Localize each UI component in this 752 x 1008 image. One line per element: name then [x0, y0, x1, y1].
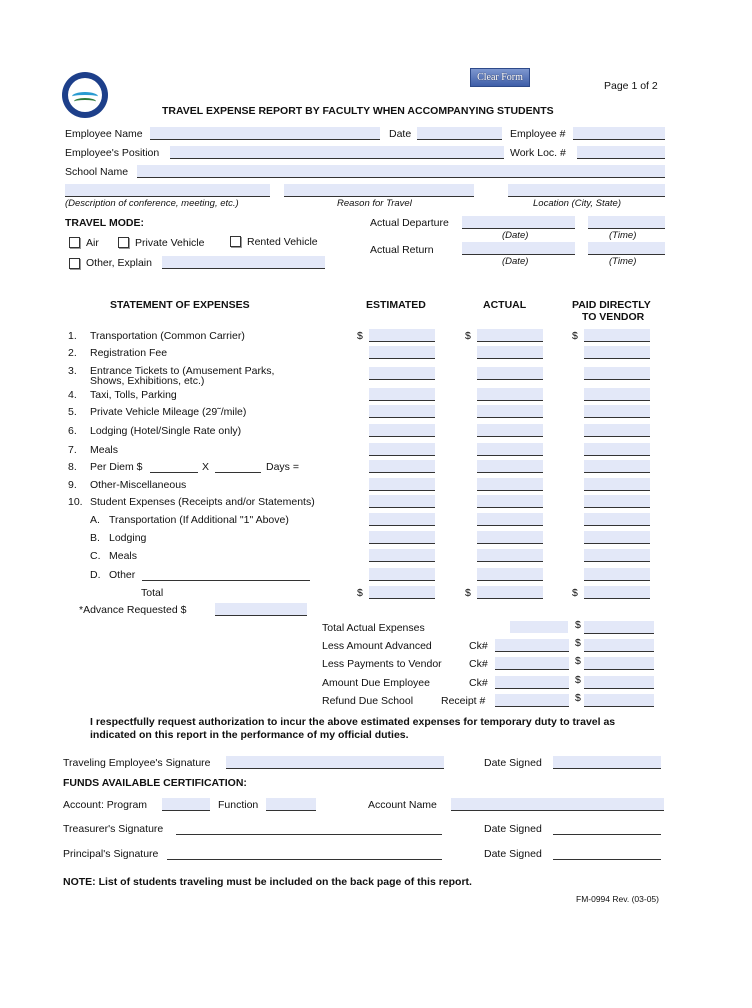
- total-amount-field[interactable]: [584, 586, 650, 599]
- date-label: Date: [389, 128, 412, 140]
- principal-signature-label: Principal's Signature: [63, 848, 159, 860]
- rented-vehicle-label: Rented Vehicle: [247, 236, 318, 248]
- expense-amount-field[interactable]: [584, 424, 650, 437]
- reference-field[interactable]: [495, 694, 569, 707]
- expense-label: Other-Miscellaneous: [90, 479, 187, 491]
- summary-label: Total Actual Expenses: [322, 622, 425, 634]
- air-checkbox[interactable]: [69, 237, 80, 248]
- total-amount-field[interactable]: [477, 586, 543, 599]
- dollar-sign: $: [572, 330, 578, 342]
- page-number: Page 1 of 2: [604, 80, 658, 92]
- expense-amount-field[interactable]: [584, 388, 650, 401]
- other-label: Other, Explain: [86, 257, 152, 269]
- traveling-signature-field[interactable]: [226, 756, 444, 769]
- sub-item-label: Other: [109, 569, 136, 581]
- summary-amount-field[interactable]: [584, 657, 654, 670]
- reference-label: Ck#: [469, 658, 488, 670]
- expense-amount-field[interactable]: [477, 568, 543, 581]
- estimated-column-header: ESTIMATED: [366, 299, 426, 311]
- summary-amount-field[interactable]: [584, 639, 654, 652]
- expense-amount-field[interactable]: [584, 513, 650, 526]
- expense-amount-field[interactable]: [369, 405, 435, 418]
- return-date-caption: (Date): [502, 256, 529, 267]
- expense-amount-field[interactable]: [584, 443, 650, 456]
- reason-caption: Reason for Travel: [337, 198, 412, 209]
- actual-column-header: ACTUAL: [483, 299, 527, 311]
- sub-item-letter: B.: [90, 532, 100, 544]
- expense-amount-field[interactable]: [584, 568, 650, 581]
- summary-label: Refund Due School: [322, 695, 414, 707]
- return-time-field[interactable]: [588, 242, 665, 255]
- form-title: TRAVEL EXPENSE REPORT BY FACULTY WHEN ACCOMPANYING STUDENTS: [162, 105, 554, 117]
- expense-number: 3.: [68, 365, 77, 377]
- location-field[interactable]: [508, 184, 665, 197]
- total-label: Total: [141, 587, 164, 599]
- expense-amount-field[interactable]: [584, 329, 650, 342]
- date-field[interactable]: [417, 127, 502, 140]
- date-signed-line-3[interactable]: [553, 847, 661, 860]
- treasurer-signature-label: Treasurer's Signature: [63, 823, 164, 835]
- total-actual-shade: [510, 621, 568, 633]
- sub-item-label: Transportation (If Additional "1" Above): [109, 514, 289, 526]
- expense-label: Taxi, Tolls, Parking: [90, 389, 177, 401]
- summary-label: Amount Due Employee: [322, 677, 430, 689]
- other-description-line[interactable]: [142, 568, 310, 581]
- location-caption: Location (City, State): [533, 198, 622, 209]
- expense-amount-field[interactable]: [369, 531, 435, 544]
- expense-amount-field[interactable]: [584, 495, 650, 508]
- expense-amount-field[interactable]: [584, 460, 650, 473]
- private-vehicle-label: Private Vehicle: [135, 237, 205, 249]
- total-amount-field[interactable]: [369, 586, 435, 599]
- employee-number-label: Employee #: [510, 128, 566, 140]
- expense-label: Private Vehicle Mileage (29˜/mile): [90, 406, 247, 418]
- summary-label: Less Payments to Vendor: [322, 658, 442, 670]
- expense-label: Per Diem $: [90, 461, 143, 473]
- departure-time-caption: (Time): [609, 230, 637, 241]
- per-diem-days-label: Days =: [266, 461, 299, 473]
- footer-note: NOTE: List of students traveling must be included on the back page of this report.: [63, 876, 472, 888]
- traveling-signature-label: Traveling Employee's Signature: [63, 757, 211, 769]
- expense-amount-field[interactable]: [369, 388, 435, 401]
- expense-amount-field[interactable]: [584, 367, 650, 380]
- program-field[interactable]: [162, 798, 210, 811]
- reason-field[interactable]: [284, 184, 474, 197]
- dollar-sign: $: [575, 692, 581, 704]
- sub-item-letter: D.: [90, 569, 101, 581]
- return-time-caption: (Time): [609, 256, 637, 267]
- reference-field[interactable]: [495, 676, 569, 689]
- school-name-field[interactable]: [137, 165, 665, 178]
- expense-amount-field[interactable]: [369, 478, 435, 491]
- actual-return-label: Actual Return: [370, 244, 434, 256]
- expense-amount-field[interactable]: [584, 549, 650, 562]
- dollar-sign: $: [357, 330, 363, 342]
- employee-number-field[interactable]: [573, 127, 665, 140]
- form-number: FM-0994 Rev. (03-05): [576, 894, 659, 904]
- expense-amount-field[interactable]: [584, 405, 650, 418]
- departure-date-caption: (Date): [502, 230, 529, 241]
- work-location-label: Work Loc. #: [510, 147, 566, 159]
- expense-amount-field[interactable]: [369, 513, 435, 526]
- funds-heading: FUNDS AVAILABLE CERTIFICATION:: [63, 777, 247, 789]
- dollar-sign: $: [575, 619, 581, 631]
- sub-item-letter: A.: [90, 514, 100, 526]
- reference-label: Ck#: [469, 640, 488, 652]
- expense-number: 5.: [68, 406, 77, 418]
- expense-amount-field[interactable]: [369, 367, 435, 380]
- expense-amount-field[interactable]: [369, 568, 435, 581]
- expense-label: Student Expenses (Receipts and/or Statements): [90, 496, 315, 508]
- clear-form-button[interactable]: Clear Form: [470, 68, 530, 87]
- return-date-field[interactable]: [462, 242, 575, 255]
- other-explain-field[interactable]: [162, 256, 325, 269]
- reference-label: Ck#: [469, 677, 488, 689]
- expense-amount-field[interactable]: [477, 405, 543, 418]
- advance-requested-field[interactable]: [215, 603, 307, 616]
- authorization-text-2: indicated on this report in the performance of my official duties.: [90, 729, 409, 741]
- authorization-text-1: I respectfully request authorization to incur the above estimated expenses for temporary duty to travel as: [90, 716, 616, 728]
- sub-item-letter: C.: [90, 550, 101, 562]
- air-label: Air: [86, 237, 99, 249]
- advance-requested-label: *Advance Requested $: [79, 604, 187, 616]
- departure-time-field[interactable]: [588, 216, 665, 229]
- expense-number: 7.: [68, 444, 77, 456]
- expense-amount-field[interactable]: [477, 495, 543, 508]
- reference-field[interactable]: [495, 657, 569, 670]
- summary-amount-field[interactable]: [584, 621, 654, 634]
- function-field[interactable]: [266, 798, 316, 811]
- expense-number: 6.: [68, 425, 77, 437]
- expense-label: Meals: [90, 444, 119, 456]
- expense-amount-field[interactable]: [369, 424, 435, 437]
- school-district-seal: [62, 72, 108, 118]
- expense-amount-field[interactable]: [477, 460, 543, 473]
- account-program-label: Account: Program: [63, 799, 148, 811]
- actual-departure-label: Actual Departure: [370, 217, 449, 229]
- expense-amount-field[interactable]: [477, 531, 543, 544]
- expense-number: 1.: [68, 330, 77, 342]
- expense-amount-field[interactable]: [584, 531, 650, 544]
- expense-amount-field[interactable]: [477, 329, 543, 342]
- dollar-sign: $: [572, 587, 578, 599]
- employee-position-field[interactable]: [170, 146, 504, 159]
- dollar-sign: $: [357, 587, 363, 599]
- expense-number: 10.: [68, 496, 83, 508]
- date-signed-field-1[interactable]: [553, 756, 661, 769]
- reference-field[interactable]: [495, 639, 569, 652]
- expense-label: Entrance Tickets to (Amusement Parks,: [90, 365, 275, 377]
- expense-amount-field[interactable]: [369, 329, 435, 342]
- expense-amount-field[interactable]: [477, 424, 543, 437]
- employee-position-label: Employee's Position: [65, 147, 160, 159]
- treasurer-signature-line[interactable]: [176, 822, 442, 835]
- sub-item-label: Lodging: [109, 532, 147, 544]
- expense-amount-field[interactable]: [477, 367, 543, 380]
- rented-vehicle-checkbox[interactable]: [230, 236, 241, 247]
- expense-label: Registration Fee: [90, 347, 168, 359]
- summary-label: Less Amount Advanced: [322, 640, 432, 652]
- statement-heading: STATEMENT OF EXPENSES: [110, 299, 250, 311]
- expense-amount-field[interactable]: [369, 460, 435, 473]
- expense-number: 2.: [68, 347, 77, 359]
- expense-amount-field[interactable]: [477, 549, 543, 562]
- summary-amount-field[interactable]: [584, 694, 654, 707]
- expense-number: 9.: [68, 479, 77, 491]
- date-signed-label-2: Date Signed: [484, 823, 542, 835]
- work-location-field[interactable]: [577, 146, 665, 159]
- paid-directly-header: PAID DIRECTLY: [572, 299, 651, 311]
- date-signed-label-1: Date Signed: [484, 757, 542, 769]
- expense-amount-field[interactable]: [369, 346, 435, 359]
- private-vehicle-checkbox[interactable]: [118, 237, 129, 248]
- principal-signature-line[interactable]: [167, 847, 442, 860]
- travel-mode-heading: TRAVEL MODE:: [65, 217, 144, 229]
- expense-amount-field[interactable]: [477, 346, 543, 359]
- employee-name-field[interactable]: [150, 127, 380, 140]
- expense-amount-field[interactable]: [369, 495, 435, 508]
- dollar-sign: $: [465, 330, 471, 342]
- expense-amount-field[interactable]: [477, 478, 543, 491]
- dollar-sign: $: [575, 637, 581, 649]
- departure-date-field[interactable]: [462, 216, 575, 229]
- per-diem-rate-field[interactable]: [150, 460, 198, 473]
- expense-number: 8.: [68, 461, 77, 473]
- account-name-label: Account Name: [368, 799, 437, 811]
- expense-label: Lodging (Hotel/Single Rate only): [90, 425, 242, 437]
- description-caption: (Description of conference, meeting, etc.): [65, 198, 239, 209]
- to-vendor-header: TO VENDOR: [582, 311, 645, 323]
- expense-amount-field[interactable]: [369, 443, 435, 456]
- expense-amount-field[interactable]: [477, 388, 543, 401]
- account-name-field[interactable]: [451, 798, 664, 811]
- expense-amount-field[interactable]: [584, 346, 650, 359]
- sub-item-label: Meals: [109, 550, 138, 562]
- date-signed-line-2[interactable]: [553, 822, 661, 835]
- dollar-sign: $: [575, 655, 581, 667]
- function-label: Function: [218, 799, 259, 811]
- expense-label-cont: Shows, Exhibitions, etc.): [90, 375, 205, 387]
- per-diem-days-field[interactable]: [215, 460, 261, 473]
- expense-amount-field[interactable]: [369, 549, 435, 562]
- expense-amount-field[interactable]: [477, 443, 543, 456]
- dollar-sign: $: [575, 674, 581, 686]
- description-field[interactable]: [65, 184, 270, 197]
- expense-label: Transportation (Common Carrier): [90, 330, 245, 342]
- reference-label: Receipt #: [441, 695, 486, 707]
- per-diem-x: X: [202, 461, 210, 473]
- dollar-sign: $: [465, 587, 471, 599]
- expense-number: 4.: [68, 389, 77, 401]
- expense-amount-field[interactable]: [477, 513, 543, 526]
- summary-amount-field[interactable]: [584, 676, 654, 689]
- employee-name-label: Employee Name: [65, 128, 143, 140]
- other-checkbox[interactable]: [69, 258, 80, 269]
- date-signed-label-3: Date Signed: [484, 848, 542, 860]
- expense-amount-field[interactable]: [584, 478, 650, 491]
- school-name-label: School Name: [65, 166, 129, 178]
